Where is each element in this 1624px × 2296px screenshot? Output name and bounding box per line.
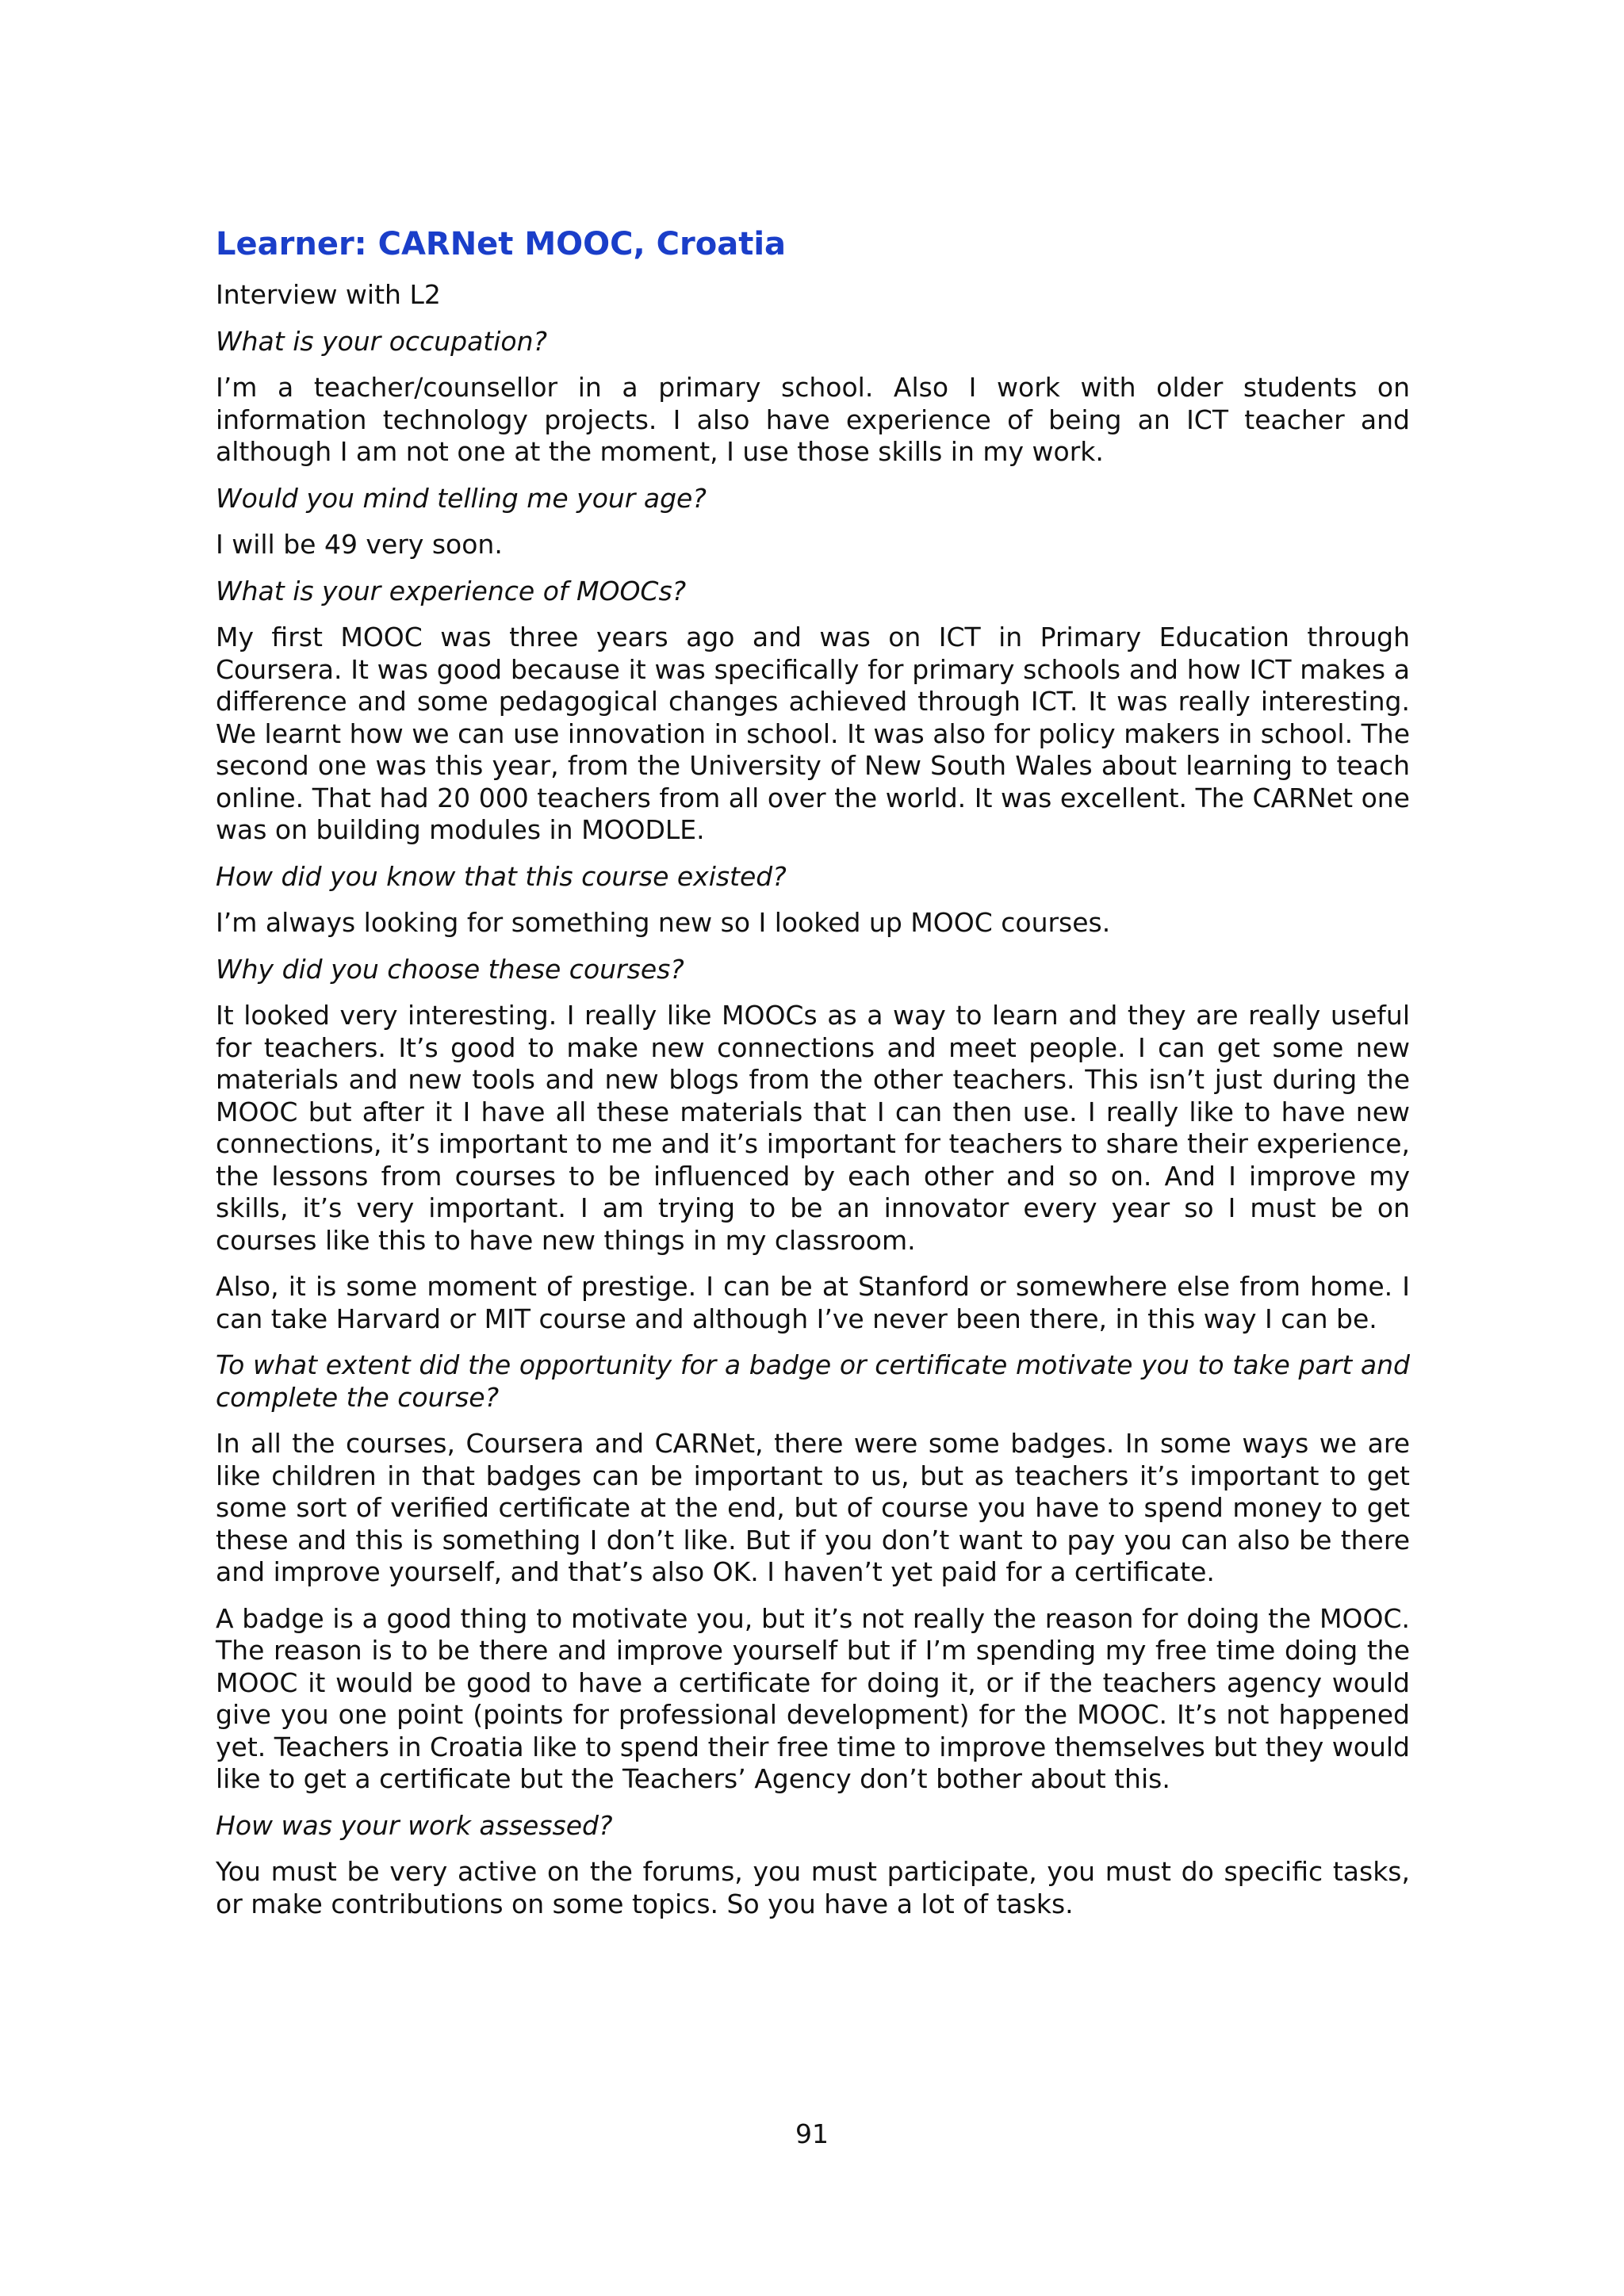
interview-question: What is your experience of MOOCs?: [216, 575, 687, 607]
interview-answer: You must be very active on the forums, you must participate, you must do specific tasks, or make contributions on some topics. So you have a lot of tasks.: [216, 1856, 1410, 1919]
page-number: 91: [795, 2118, 829, 2149]
interview-answer: I’m always looking for something new so I looked up MOOC courses.: [216, 907, 1111, 938]
interview-question: How was your work assessed?: [216, 1809, 613, 1841]
interview-answer: A badge is a good thing to motivate you, but it’s not really the reason for doing the MOOC. The reason is to be there and improve yourself but if I’m spending my free time doing the MOOC it would be good to have a certificate for doing it, or if the teachers agency would give you one point (points for professional development) for the MOOC. It’s not happened yet. Teachers in Croatia like to spend their free time to improve themselves but they would like to get a certificate but the Teachers’ Agency don’t bother about this.: [216, 1602, 1410, 1794]
interview-answer: Also, it is some moment of prestige. I can be at Stanford or somewhere else from home. I can take Harvard or MIT course and although I’ve never been there, in this way I can be.: [216, 1271, 1410, 1334]
interview-answer: I’m a teacher/counsellor in a primary school. Also I work with older students on information technology projects. I also have experience of being an ICT teacher and although I am not one at the moment, I use those skills in my work.: [216, 372, 1410, 467]
interview-question: How did you know that this course existed?: [216, 860, 787, 892]
interview-answer: My first MOOC was three years ago and was on ICT in Primary Education through Coursera. It was good because it was specifically for primary schools and how ICT makes a difference and some pedagogical changes achieved through ICT. It was really interesting. We learnt how we can use innovation in school. It was also for policy makers in school. The second one was this year, from the University of New South Wales about learning to teach online. That had 20 000 teachers from all over the world. It was excellent. The CARNet one was on building modules in MOODLE.: [216, 622, 1410, 845]
interview-intro: Interview with L2: [216, 279, 441, 310]
document-page: [216, 224, 1410, 1934]
interview-answer: I will be 49 very soon.: [216, 529, 503, 560]
section-heading: Learner: CARNet MOOC, Croatia: [216, 226, 787, 262]
interview-answer: In all the courses, Coursera and CARNet, there were some badges. In some ways we are like children in that badges can be important to us, but as teachers it’s important to get some sort of verified certificate at the end, but of course you have to spend money to get these and this is something I don’t like. But if you don’t want to pay you can also be there and improve yourself, and that’s also OK. I haven’t yet paid for a certificate.: [216, 1428, 1410, 1587]
interview-question: Would you mind telling me your age?: [216, 482, 707, 514]
interview-question: What is your occupation?: [216, 325, 548, 357]
interview-question: Why did you choose these courses?: [216, 953, 684, 985]
interview-answer: It looked very interesting. I really like MOOCs as a way to learn and they are really useful for teachers. It’s good to make new connections and meet people. I can get some new materials and new tools and new blogs from the other teachers. This isn’t just during the MOOC but after it I have all these materials that I can then use. I really like to have new connections, it’s important to me and it’s important for teachers to share their experience, the lessons from courses to be influenced by each other and so on. And I improve my skills, it’s very important. I am trying to be an innovator every year so I must be on courses like this to have new things in my classroom.: [216, 1000, 1410, 1256]
interview-question: To what extent did the opportunity for a badge or certificate motivate you to take part and complete the course?: [216, 1349, 1410, 1413]
